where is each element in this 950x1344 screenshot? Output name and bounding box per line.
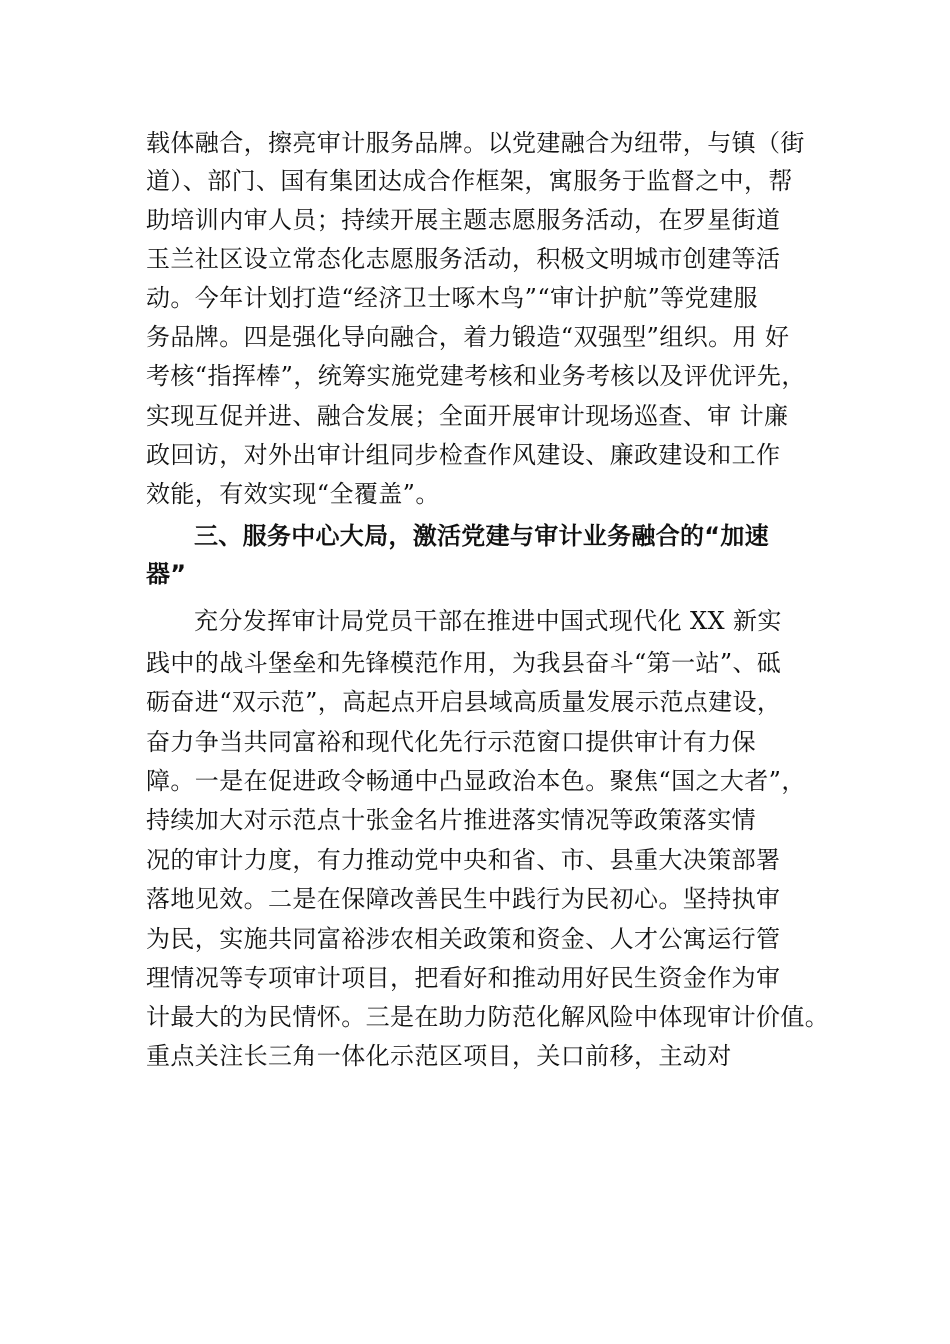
paragraph-line: 践中的战斗堡垒和先锋模范作用，为我县奋斗“第一站”、砥 xyxy=(146,649,782,677)
section-heading: 三、服务中心大局，激活党建与审计业务融合的“加速 xyxy=(194,522,769,550)
paragraph-line: 助培训内审人员；持续开展主题志愿服务活动，在罗星街道 xyxy=(146,206,781,234)
paragraph-line-first: 充分发挥审计局党员干部在推进中国式现代化 XX 新实 xyxy=(194,607,782,635)
paragraph-line: 持续加大对示范点十张金名片推进落实情况等政策落实情 xyxy=(146,806,756,834)
section-heading-continued: 器” xyxy=(146,560,187,588)
paragraph-line: 考核“指挥棒”，统筹实施党建考核和业务考核以及评优评先， xyxy=(146,362,806,390)
paragraph-line: 政回访，对外出审计组同步检查作风建设、廉政建设和工作 xyxy=(146,441,781,469)
paragraph-line: 计最大的为民情怀。三是在助力防范化解风险中体现审计价值。 xyxy=(146,1003,830,1031)
paragraph-line: 为民，实施共同富裕涉农相关政策和资金、人才公寓运行管 xyxy=(146,925,781,953)
paragraph-line: 奋力争当共同富裕和现代化先行示范窗口提供审计有力保 xyxy=(146,728,756,756)
paragraph-line: 落地见效。二是在保障改善民生中践行为民初心。坚持执审 xyxy=(146,885,781,913)
paragraph-line: 玉兰社区设立常态化志愿服务活动，积极文明城市创建等活 xyxy=(146,245,781,273)
paragraph-line: 障。一是在促进政令畅通中凸显政治本色。聚焦“国之大者”， xyxy=(146,767,806,795)
paragraph-line: 实现互促并进、融合发展；全面开展审计现场巡查、审 计廉 xyxy=(146,402,789,430)
paragraph-line: 动。今年计划打造“经济卫士啄木鸟”“审计护航”等党建服 xyxy=(146,284,758,312)
paragraph-line: 载体融合，擦亮审计服务品牌。以党建融合为纽带，与镇（街 xyxy=(146,129,805,157)
paragraph-line: 砺奋进“双示范”，高起点开启县域高质量发展示范点建设， xyxy=(146,688,782,716)
paragraph-line: 效能，有效实现“全覆盖”。 xyxy=(146,480,440,508)
paragraph-line: 况的审计力度，有力推动党中央和省、市、县重大决策部署 xyxy=(146,846,781,874)
paragraph-line: 道）、部门、国有集团达成合作框架，寓服务于监督之中，帮 xyxy=(146,167,793,195)
paragraph-line: 重点关注长三角一体化示范区项目，关口前移，主动对 xyxy=(146,1042,732,1070)
paragraph-line: 理情况等专项审计项目，把看好和推动用好民生资金作为审 xyxy=(146,964,781,992)
paragraph-line: 务品牌。四是强化导向融合，着力锻造“双强型”组织。用 好 xyxy=(146,323,790,351)
